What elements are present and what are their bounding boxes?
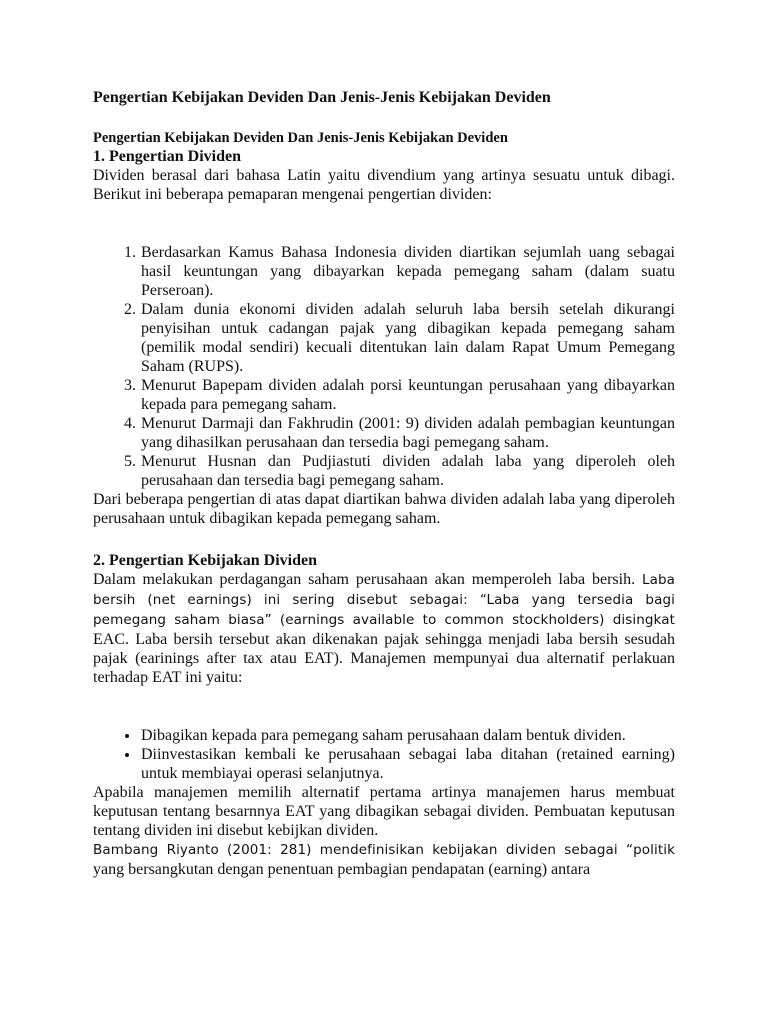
- section-2-heading: 2. Pengertian Kebijakan Dividen: [93, 552, 318, 569]
- list-item: 1. Berdasarkan Kamus Bahasa Indonesia dividen diartikan sejumlah uang sebagai hasil keuntungan yang dibayarkan kepada pemegang saham (dalam suatu Perseroan).: [140, 243, 675, 300]
- section-2-paragraph-2: Apabila manajemen memilih alternatif pertama artinya manajemen harus membuat keputusan tentang besarnnya EAT yang dibagikan sebagai dividen. Pembuatan keputusan tentang dividen ini disebut kebijkan dividen.: [93, 784, 675, 839]
- document-page: [93, 88, 675, 879]
- section-1-conclusion: Dari beberapa pengertian di atas dapat diartikan bahwa dividen adalah laba yang diperoleh perusahaan untuk dibagikan kepada pemegang saham.: [93, 491, 675, 527]
- para3-text-b: yang bersangkutan dengan penentuan pembagian pendapatan (earning) antara: [93, 861, 591, 878]
- document-title: Pengertian Kebijakan Deviden Dan Jenis-Jenis Kebijakan Deviden: [93, 89, 551, 106]
- list-item: 2. Dalam dunia ekonomi dividen adalah seluruh laba bersih setelah dikurangi penyisihan untuk cadangan pajak yang dibagikan kepada pemegang saham (pemilik modal sendiri) kecuali ditentukan lain dalam Rapat Umum Pemegang Saham (RUPS).: [140, 300, 675, 376]
- section-2-paragraph-3: [93, 840, 675, 879]
- definitions-list: [93, 243, 675, 490]
- list-item: 4. Menurut Darmaji dan Fakhrudin (2001: 9) dividen adalah pembagian keuntungan yang dihasilkan perusahaan dan tersedia bagi pemegang saham.: [140, 414, 675, 452]
- intro-text-c: EAC. Laba bersih tersebut akan dikenakan pajak sehingga menjadi laba bersih sesudah pajak (earinings after tax atau EAT). Manajemen mempunyai dua alternatif perlakuan terhadap EAT ini yaitu:: [93, 631, 675, 686]
- list-item: • Diinvestasikan kembali ke perusahaan sebagai laba ditahan (retained earning) untuk membiayai operasi selanjutnya.: [140, 745, 675, 783]
- list-item: 5. Menurut Husnan dan Pudjiastuti dividen adalah laba yang diperoleh oleh perusahaan dan tersedia bagi pemegang saham.: [140, 452, 675, 490]
- section-2-intro: [93, 570, 675, 687]
- para3-text-a: Bambang Riyanto (2001: 281) mendefinisikan kebijakan dividen sebagai “politik: [93, 842, 675, 858]
- intro-text-a: Dalam melakukan perdagangan saham perusahaan akan memperoleh laba bersih.: [93, 571, 642, 588]
- alternatives-list: [93, 726, 675, 783]
- list-item: 3. Menurut Bapepam dividen adalah porsi keuntungan perusahaan yang dibayarkan kepada para pemegang saham.: [140, 376, 675, 414]
- section-1-intro: Dividen berasal dari bahasa Latin yaitu divendium yang artinya sesuatu untuk dibagi. Berikut ini beberapa pemaparan mengenai pengertian dividen:: [93, 167, 675, 203]
- document-subtitle: Pengertian Kebijakan Deviden Dan Jenis-Jenis Kebijakan Deviden: [93, 130, 508, 146]
- list-item: • Dibagikan kepada para pemegang saham perusahaan dalam bentuk dividen.: [140, 726, 675, 745]
- section-1-heading: 1. Pengertian Dividen: [93, 148, 241, 165]
- intro-text-b: Laba bersih (net earnings) ini sering disebut sebagai: “Laba yang tersedia bagi pemegang saham biasa” (earnings available to common stockholders) disingkat: [93, 572, 675, 628]
